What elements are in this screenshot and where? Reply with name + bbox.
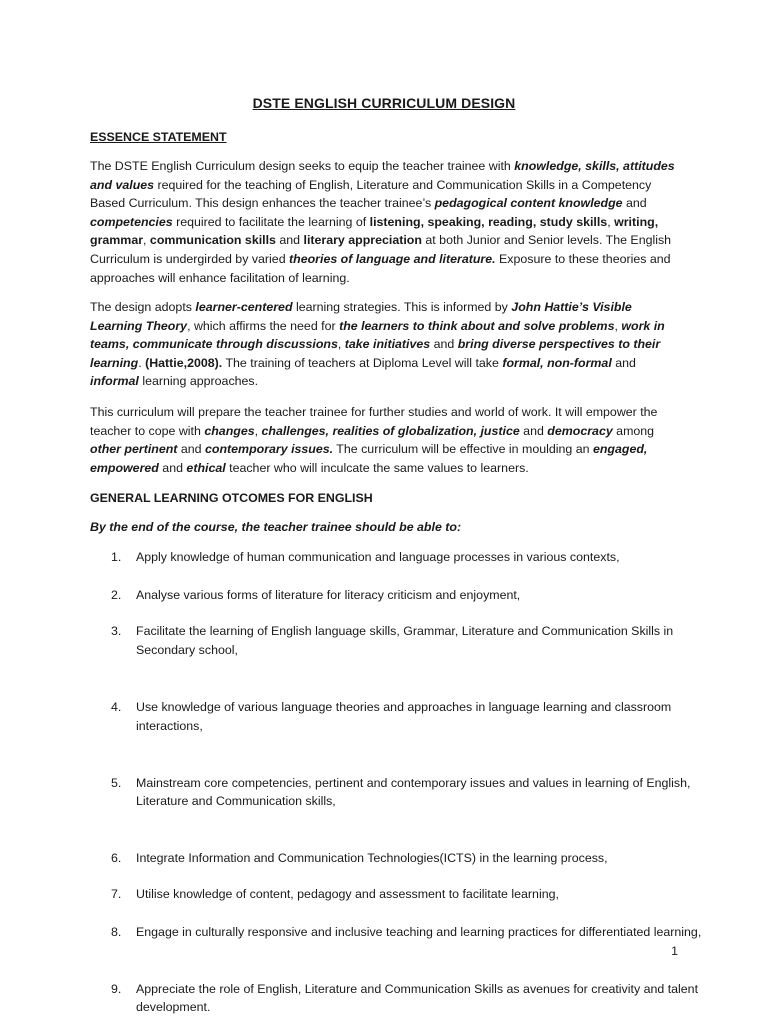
paragraph-text: Exposure to these theories and approaches will enhance facilitation of learning.	[90, 251, 671, 285]
paragraph-text: and	[177, 442, 205, 457]
emphasized-text: writing, grammar	[90, 214, 659, 248]
essence-statement-heading: ESSENCE STATEMENT	[90, 130, 227, 144]
emphasized-text: (Hattie,2008).	[145, 355, 223, 370]
paragraph-text: ,	[254, 423, 262, 438]
list-item-number: 5.	[111, 775, 122, 790]
list-item	[90, 923, 726, 942]
paragraph-text: The curriculum will be effective in moulding an	[333, 442, 593, 457]
paragraph-text: .	[138, 355, 146, 370]
list-item-number: 3.	[111, 624, 122, 639]
emphasized-text: changes	[204, 423, 255, 438]
emphasized-text: challenges, realities of globalization, justice	[261, 423, 520, 438]
emphasized-text: contemporary issues.	[205, 442, 334, 457]
paragraph-text: learning approaches.	[138, 374, 259, 389]
paragraph-text: ,	[337, 337, 345, 352]
essence-paragraph-3	[90, 403, 680, 477]
emphasized-text: engaged, empowered	[90, 442, 648, 475]
paragraph-text: among	[612, 423, 655, 438]
essence-paragraph-2	[90, 298, 680, 391]
paragraph-text: at both Junior and Senior levels. The English Curriculum is undergirded by varied	[90, 233, 672, 266]
learning-outcomes-intro: By the end of the course, the teacher trainee should be able to:	[90, 520, 462, 534]
page-number: 1	[671, 944, 678, 958]
emphasized-text: listening, speaking, reading, study skills	[369, 214, 608, 229]
list-item-number: 2.	[111, 587, 122, 602]
emphasized-text: communication skills	[149, 233, 276, 248]
emphasized-text: competencies	[90, 214, 173, 229]
list-item	[90, 774, 726, 811]
paragraph-text: required for the teaching of English, Literature and Communication Skills in a Competency Based Curriculum. This design enhances the teacher trainee’s	[90, 177, 652, 211]
paragraph-text: and	[611, 355, 636, 370]
paragraph-text: and	[519, 423, 548, 438]
paragraph-text: and	[430, 337, 458, 352]
list-item-number: 6.	[111, 850, 122, 865]
list-item-text: Mainstream core competencies, pertinent and contemporary issues and values in learning of English, Literature and Communication skills,	[136, 775, 691, 809]
list-item-number: 9.	[111, 981, 122, 996]
emphasized-text: democracy	[547, 423, 613, 438]
list-item-text: Engage in culturally responsive and inclusive teaching and learning practices for differentiated learning,	[136, 924, 702, 939]
emphasized-text: John Hattie’s Visible Learning Theory	[90, 300, 632, 333]
paragraph-text: The design adopts	[90, 300, 196, 314]
list-item-number: 8.	[111, 924, 122, 939]
paragraph-text: The training of teachers at Diploma Level will take	[222, 355, 503, 370]
emphasized-text: the learners to think about and solve problems	[339, 318, 615, 333]
emphasized-text: knowledge, skills, attitudes and values	[90, 159, 675, 192]
list-item	[90, 548, 726, 567]
paragraph-text: The DSTE English Curriculum design seeks to equip the teacher trainee with	[90, 159, 515, 173]
emphasized-text: bring diverse perspectives to their learning	[90, 337, 661, 370]
paragraph-text: and	[275, 233, 304, 248]
list-item	[90, 849, 726, 868]
list-item	[90, 698, 726, 735]
learning-outcomes-list	[90, 548, 702, 1015]
list-item-text: Facilitate the learning of English language skills, Grammar, Literature and Communication Skills in Secondary school,	[136, 624, 674, 657]
document-title: DSTE ENGLISH CURRICULUM DESIGN	[252, 95, 516, 111]
emphasized-text: literary appreciation	[303, 233, 422, 248]
list-item-text: Analyse various forms of literature for literacy criticism and enjoyment,	[136, 587, 521, 602]
list-item	[90, 622, 726, 659]
list-item-text: Appreciate the role of English, Literature and Communication Skills as avenues for creativity and talent development.	[136, 981, 699, 1015]
list-item-text: Utilise knowledge of content, pedagogy and assessment to facilitate learning,	[136, 887, 559, 902]
emphasized-text: other pertinent	[90, 442, 178, 457]
paragraph-text: ,	[614, 318, 622, 333]
essence-paragraph-1	[90, 157, 680, 287]
emphasized-text: pedagogical content knowledge	[434, 196, 623, 211]
emphasized-text: ethical	[186, 460, 226, 475]
learning-outcomes-heading: GENERAL LEARNING OTCOMES FOR ENGLISH	[90, 491, 373, 505]
paragraph-text: , which affirms the need for	[187, 318, 340, 333]
emphasized-text: work in teams, communicate through discussions	[90, 318, 665, 352]
list-item	[90, 885, 726, 904]
list-item	[90, 586, 726, 605]
paragraph-text: required to facilitate the learning of	[172, 214, 370, 229]
list-item-text: Integrate Information and Communication Technologies(ICTS) in the learning process,	[136, 850, 608, 865]
paragraph-text: ,	[607, 214, 615, 229]
emphasized-text: theories of language and literature.	[289, 251, 496, 266]
paragraph-text: and	[158, 460, 187, 475]
list-item-number: 4.	[111, 700, 122, 715]
list-item-text: Apply knowledge of human communication and language processes in various contexts,	[136, 550, 620, 564]
list-item	[90, 980, 726, 1017]
list-item-number: 7.	[111, 887, 122, 902]
paragraph-text: teacher who will inculcate the same values to learners.	[225, 460, 529, 475]
emphasized-text: informal	[90, 374, 139, 389]
emphasized-text: learner-centered	[195, 300, 293, 314]
paragraph-text: learning strategies. This is informed by	[292, 300, 512, 314]
emphasized-text: formal, non-formal	[502, 355, 612, 370]
list-item-text: Use knowledge of various language theories and approaches in language learning and classroom interactions,	[136, 700, 672, 733]
paragraph-text: ,	[143, 233, 150, 248]
list-item-number: 1.	[111, 550, 122, 564]
paragraph-text: This curriculum will prepare the teacher trainee for further studies and world of work. It will empower the teacher to cope with	[90, 405, 658, 438]
emphasized-text: take initiatives	[344, 337, 431, 352]
paragraph-text: and	[622, 196, 647, 211]
